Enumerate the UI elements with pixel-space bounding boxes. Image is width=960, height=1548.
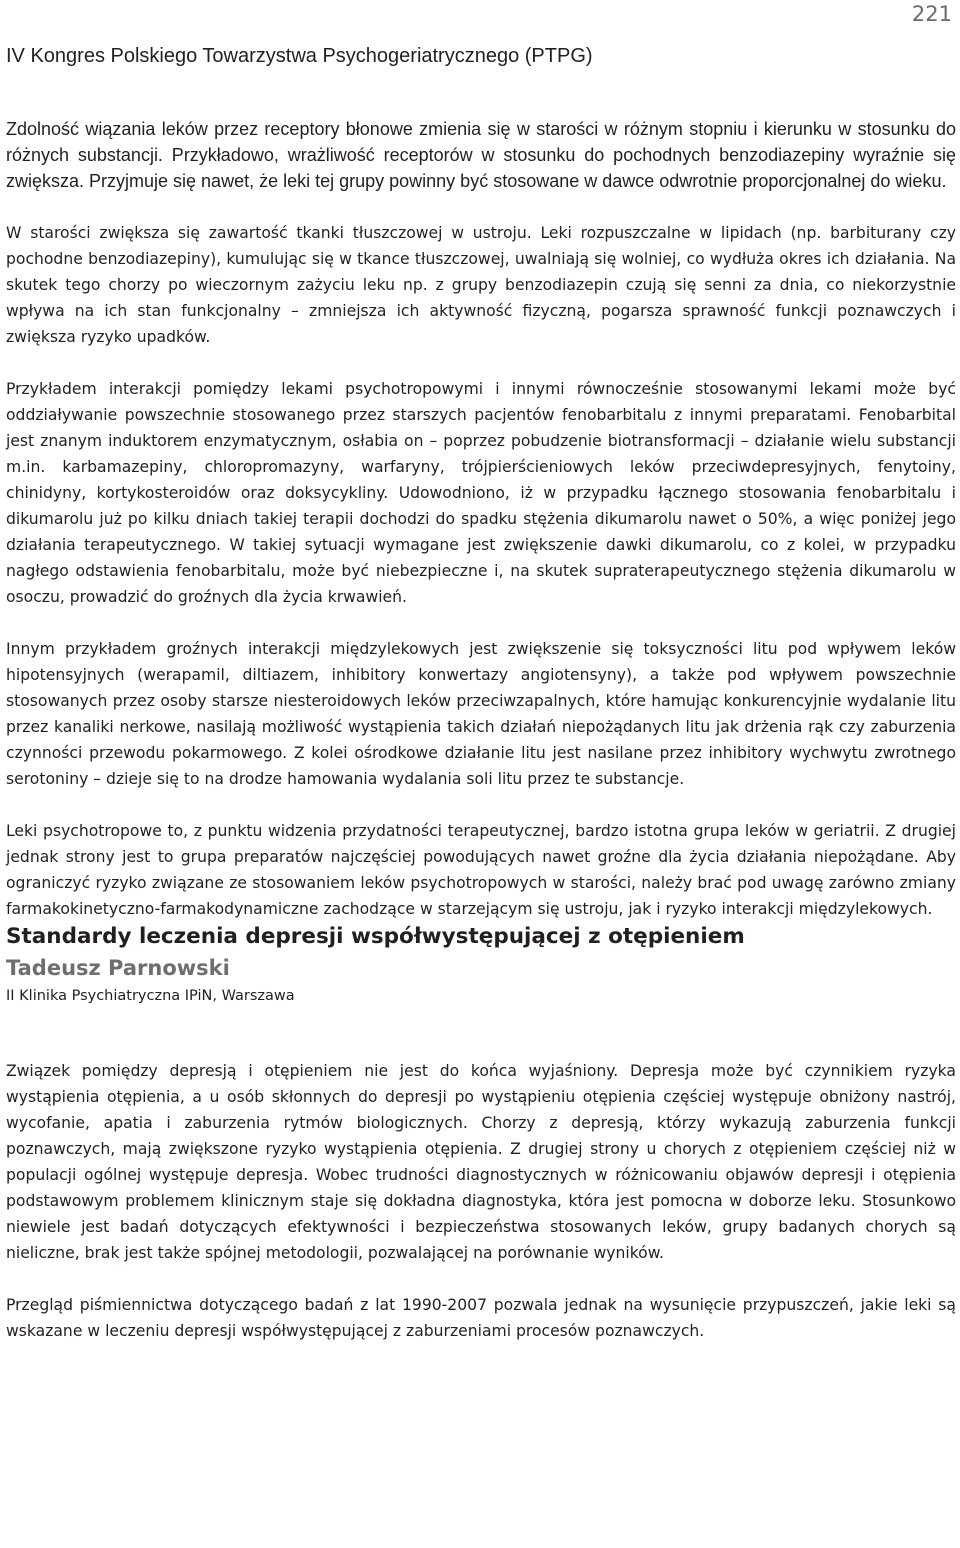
page-number: 221 (911, 2, 952, 26)
article-title: Standardy leczenia depresji współwystępującej z otępieniem (6, 924, 745, 949)
article-affiliation: II Klinika Psychiatryczna IPiN, Warszawa (6, 988, 295, 1004)
paragraph-adipose-tissue: W starości zwiększa się zawartość tkanki tłuszczowej w ustroju. Leki rozpuszczalne w lipidach (np. barbiturany czy pochodne benzodiazepiny), kumulując się w tkance tłuszczowej, uwalniają się wolniej, co wydłuża okres ich działania. Na skutek tego chorzy po wieczornym zażyciu leku np. z grupy benzodiazepin czują się senni za dnia, co niekorzystnie wpływa na ich stan funkcjonalny – zmniejsza ich aktywność fizyczną, pogarsza sprawność funkcji poznawczych i zwiększa ryzyko upadków. (6, 224, 956, 346)
article-author: Tadeusz Parnowski (6, 956, 230, 980)
paragraph-depression-dementia: Związek pomiędzy depresją i otępieniem nie jest do końca wyjaśniony. Depresja może być czynnikiem ryzyka wystąpienia otępienia, a u osób skłonnych do depresji po wystąpieniu otępienia częściej występuje obniżony nastrój, wycofanie, apatia i zaburzenia rytmów biologicznych. Chorzy z depresją, którzy wykazują zaburzenia funkcji poznawczych, mają zwiększone ryzyko wystąpienia otępienia. Z drugiej strony u chorych z otępieniem częściej niż w populacji ogólnej występuje depresja. Wobec trudności diagnostycznych w różnicowaniu objawów depresji i otępienia podstawowym problemem klinicznym staje się dokładna diagnostyka, która jest pomocna w doborze leku. Stosunkowo niewiele jest badań dotyczących efektywności i bezpieczeństwa stosowanych leków, grupy badanych chorych są nieliczne, brak jest także spójnej metodologii, pozwalającej na porównanie wyników. (6, 1062, 956, 1262)
paragraph-lithium-toxicity: Innym przykładem groźnych interakcji międzylekowych jest zwiększenie się toksyczności litu pod wpływem leków hipotensyjnych (werapamil, diltiazem, inhibitory konwertazy angiotensyny), a także pod wpływem powszechnie stosowanych przez osoby starsze niesteroidowych leków przeciwzapalnych, które hamując konkurencyjnie wydalanie litu przez kanaliki nerkowe, nasilają możliwość wystąpienia takich działań niepożądanych litu jak drżenia rąk czy zaburzenia czynności przewodu pokarmowego. Z kolei ośrodkowe działanie litu jest nasilane przez inhibitory wychwytu zwrotnego serotoniny – dzieje się to na drodze hamowania wydalania soli litu przez te substancje. (6, 640, 956, 788)
paragraph-literature-review: Przegląd piśmiennictwa dotyczącego badań z lat 1990-2007 pozwala jednak na wysunięcie przypuszczeń, jakie leki są wskazane w leczeniu depresji współwystępującej z zaburzeniami procesów poznawczych. (6, 1296, 956, 1340)
page-body (6, 116, 956, 1344)
paragraph-phenobarbital-interactions: Przykładem interakcji pomiędzy lekami psychotropowymi i innymi równocześnie stosowanymi lekami może być oddziaływanie powszechnie stosowanego przez starszych pacjentów fenobarbitalu z innymi preparatami. Fenobarbital jest znanym induktorem enzymatycznym, osłabia on – poprzez pobudzenie biotransformacji – działanie wielu substancji m.in. karbamazepiny, chloropromazyny, warfaryny, trójpierścieniowych leków przeciwdepresyjnych, fenytoiny, chinidyny, kortykosteroidów oraz doksycykliny. Udowodniono, iż w przypadku łącznego stosowania fenobarbitalu i dikumarolu już po kilku dniach takiej terapii dochodzi do spadku stężenia dikumarolu nawet o 50%, a więc poniżej jego działania terapeutycznego. W takiej sytuacji wymagane jest zwiększenie dawki dikumarolu, co z kolei, w przypadku nagłego odstawienia fenobarbitalu, może być niebezpieczne i, na skutek supraterapeutycznego stężenia dikumarolu w osoczu, prowadzić do groźnych dla życia krwawień. (6, 380, 956, 606)
running-header: IV Kongres Polskiego Towarzystwa Psychogeriatrycznego (PTPG) (6, 45, 593, 67)
paragraph-psychotropic-summary: Leki psychotropowe to, z punktu widzenia przydatności terapeutycznej, bardzo istotna grupa leków w geriatrii. Z drugiej jednak strony jest to grupa preparatów najczęściej powodujących nawet groźne dla życia działania niepożądane. Aby ograniczyć ryzyko związane ze stosowaniem leków psychotropowych w starości, należy brać pod uwagę zarówno zmiany farmakokinetyczno-farmakodynamiczne zachodzące w starzejącym się ustroju, jak i ryzyko interakcji międzylekowych. (6, 822, 956, 918)
paragraph-receptor-sensitivity: Zdolność wiązania leków przez receptory błonowe zmienia się w starości w różnym stopniu i kierunku w stosunku do różnych substancji. Przykładowo, wrażliwość receptorów w stosunku do pochodnych benzodiazepiny wyraźnie się zwiększa. Przyjmuje się nawet, że leki tej grupy powinny być stosowane w dawce odwrotnie proporcjonalnej do wieku. (6, 119, 956, 191)
